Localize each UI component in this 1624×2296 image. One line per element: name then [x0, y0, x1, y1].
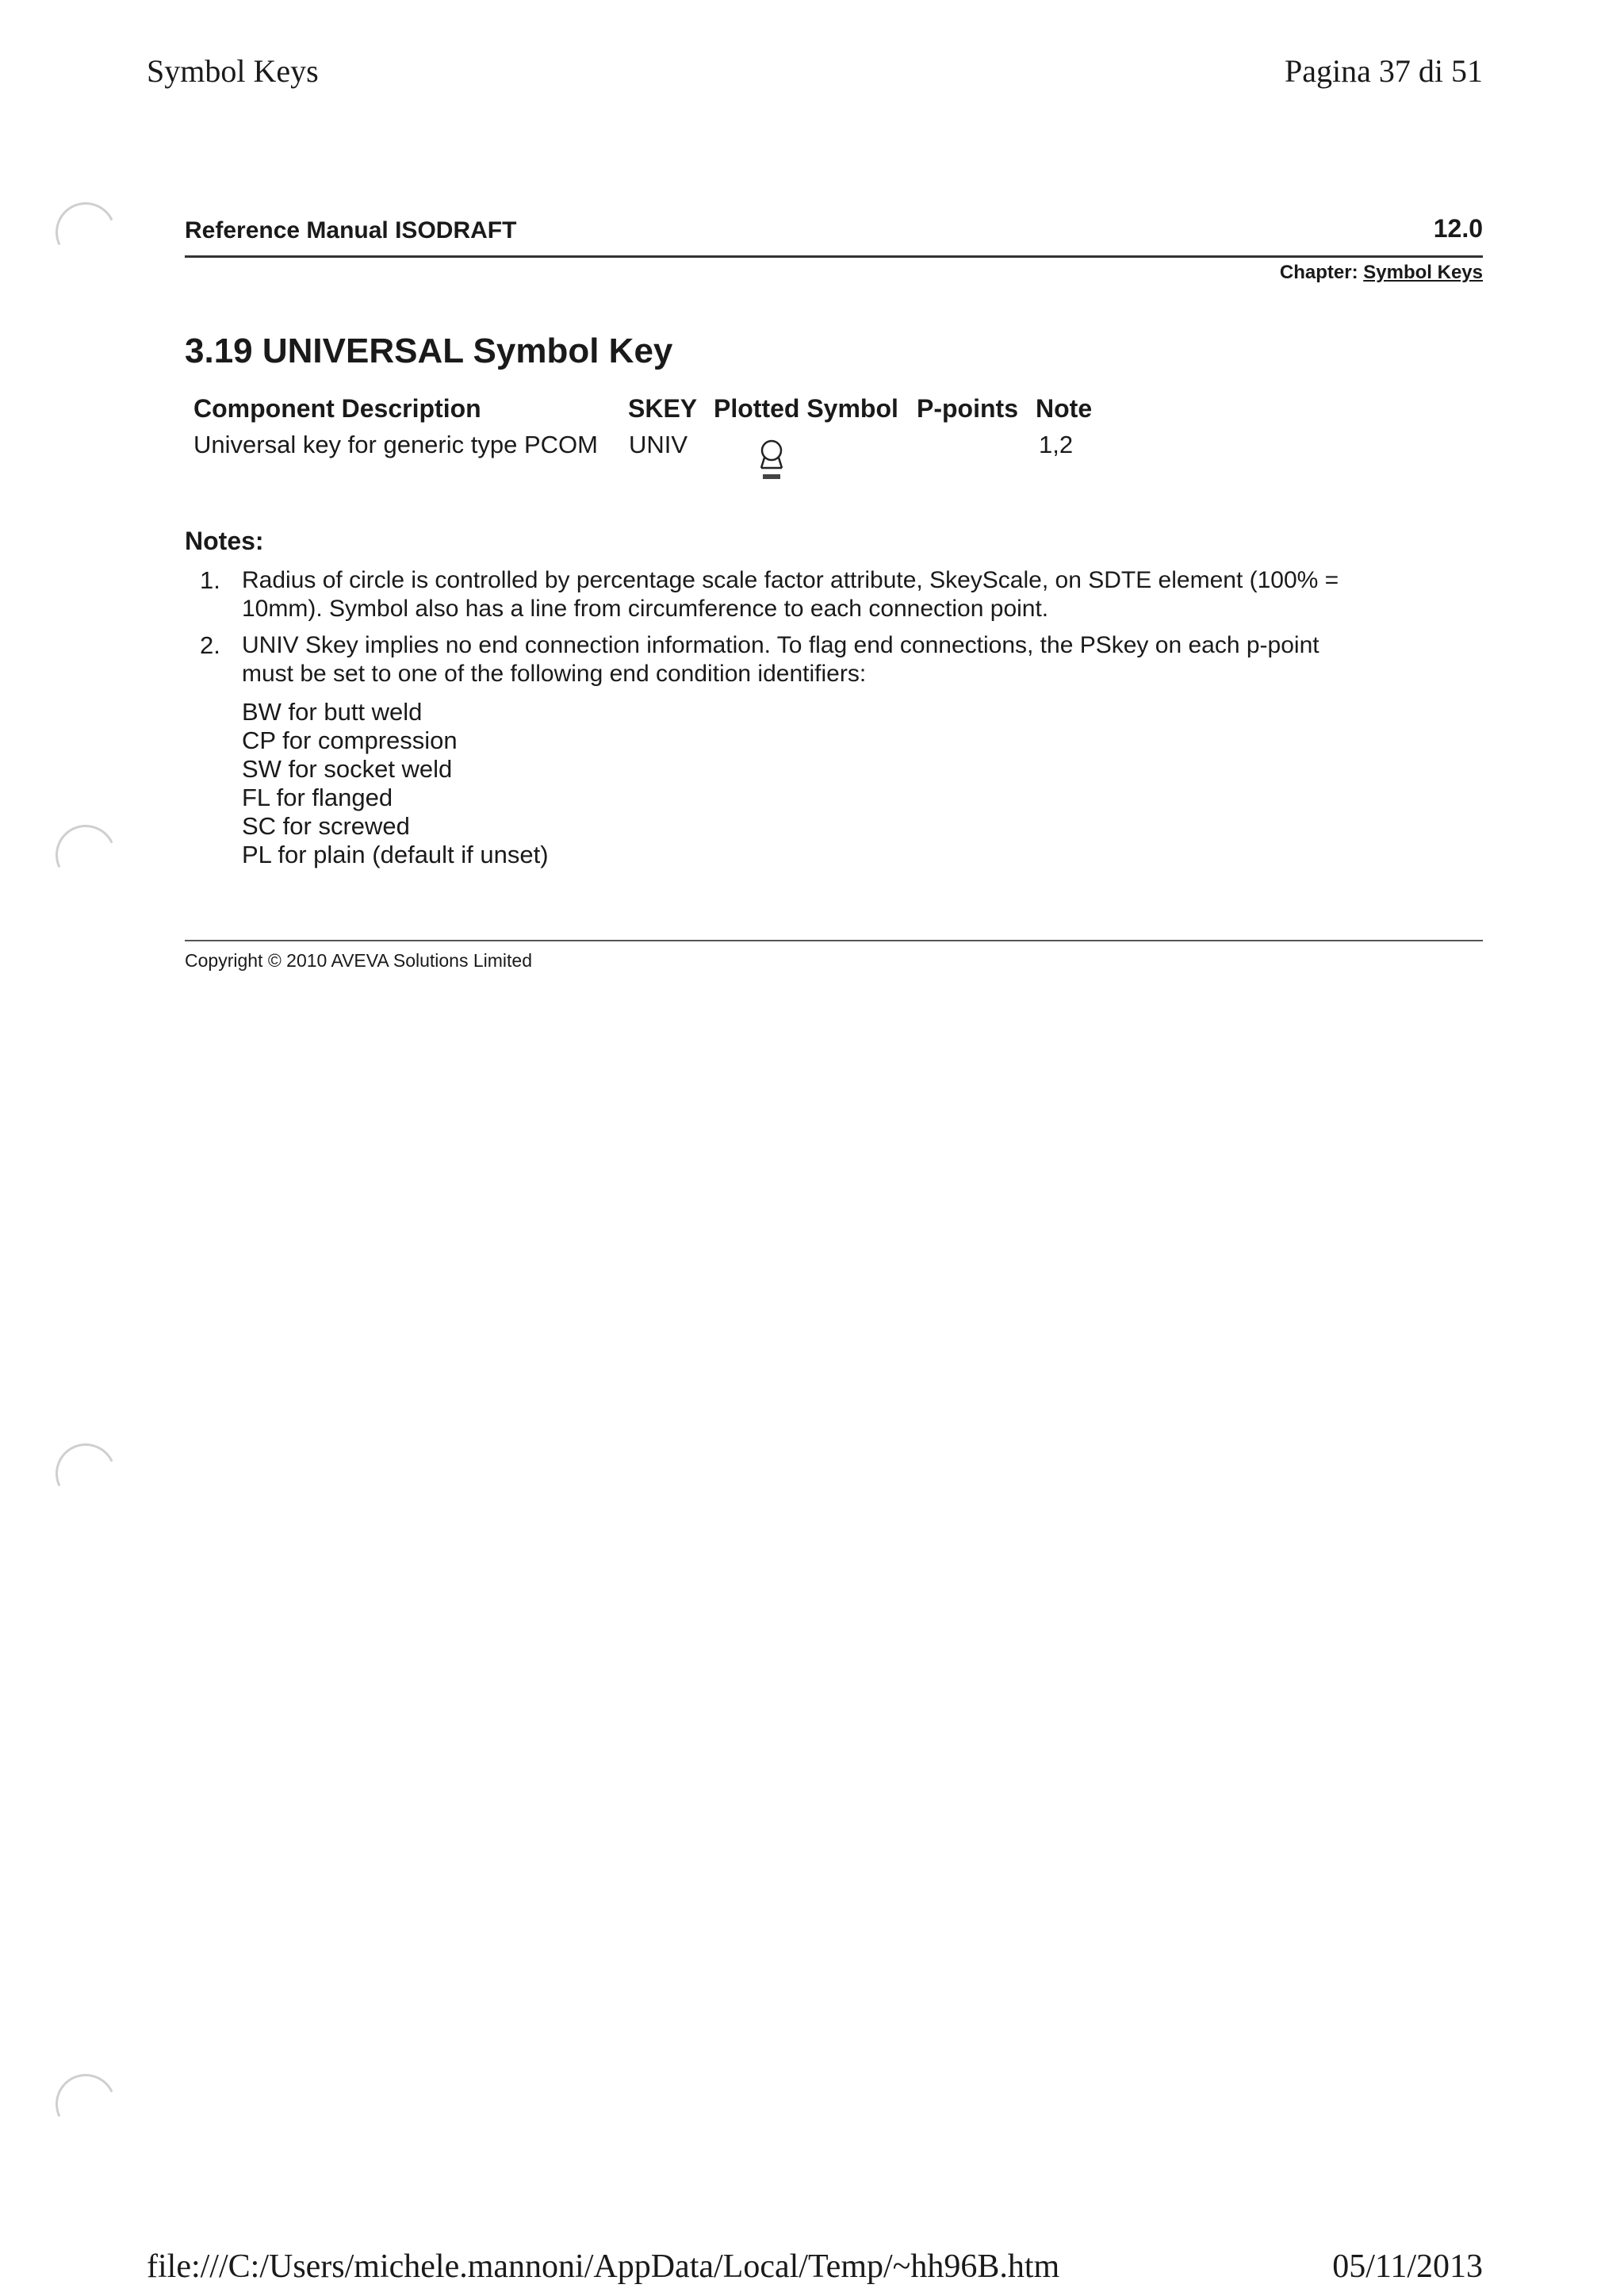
table-header-skey: SKEY: [628, 394, 698, 423]
binder-hole-3: [47, 1435, 124, 1512]
table-header-ppoints: P-points: [917, 394, 1018, 423]
footer-divider: [185, 940, 1483, 941]
table-header-note: Note: [1036, 394, 1093, 423]
end-condition-item: SW for socket weld: [242, 755, 453, 783]
print-header-title: Symbol Keys: [147, 53, 319, 89]
end-condition-item: BW for butt weld: [242, 698, 423, 726]
note-line: must be set to one of the following end condition identifiers:: [242, 661, 867, 687]
table-header-description: Component Description: [193, 394, 481, 423]
binder-hole-2: [47, 816, 124, 893]
note-line: UNIV Skey implies no end connection information. To flag end connections, the PSkey on each p-point: [242, 632, 1320, 658]
chapter-reference: [1280, 262, 1483, 284]
row-description: Universal key for generic type PCOM: [193, 431, 598, 458]
note-line: Radius of circle is controlled by percentage scale factor attribute, SkeyScale, on SDTE element (100% =: [242, 567, 1339, 593]
copyright-text: Copyright © 2010 AVEVA Solutions Limited: [185, 950, 533, 971]
note-number: 2.: [200, 631, 220, 659]
note-number: 1.: [200, 566, 220, 594]
chapter-label: Chapter:: [1279, 262, 1358, 283]
binder-hole-1: [47, 194, 124, 270]
section-title: 3.19 UNIVERSAL Symbol Key: [185, 332, 673, 370]
row-skey: UNIV: [629, 431, 688, 458]
print-file-path: file:///C:/Users/michele.mannoni/AppData/Local/Temp/~hh96B.htm: [147, 2248, 1060, 2285]
note-text: [242, 566, 1447, 623]
end-condition-item: FL for flanged: [242, 784, 393, 811]
manual-title: Reference Manual ISODRAFT: [185, 217, 517, 243]
note-line: 10mm). Symbol also has a line from circumference to each connection point.: [242, 596, 1049, 622]
print-page-number: Pagina 37 di 51: [1285, 53, 1483, 89]
universal-circle-symbol-icon: [753, 435, 790, 491]
row-note: 1,2: [1039, 431, 1074, 458]
version-number: 12.0: [1433, 214, 1483, 243]
binder-hole-4: [47, 2065, 124, 2142]
notes-heading: Notes:: [185, 527, 264, 555]
header-divider: [185, 255, 1483, 258]
end-condition-item: PL for plain (default if unset): [242, 841, 549, 868]
chapter-link[interactable]: Symbol Keys: [1363, 262, 1483, 283]
end-condition-item: CP for compression: [242, 726, 458, 754]
note-text: [242, 631, 1447, 688]
table-header-plotted-symbol: Plotted Symbol: [714, 394, 898, 423]
end-condition-item: SC for screwed: [242, 812, 410, 840]
print-date: 05/11/2013: [1332, 2248, 1483, 2285]
